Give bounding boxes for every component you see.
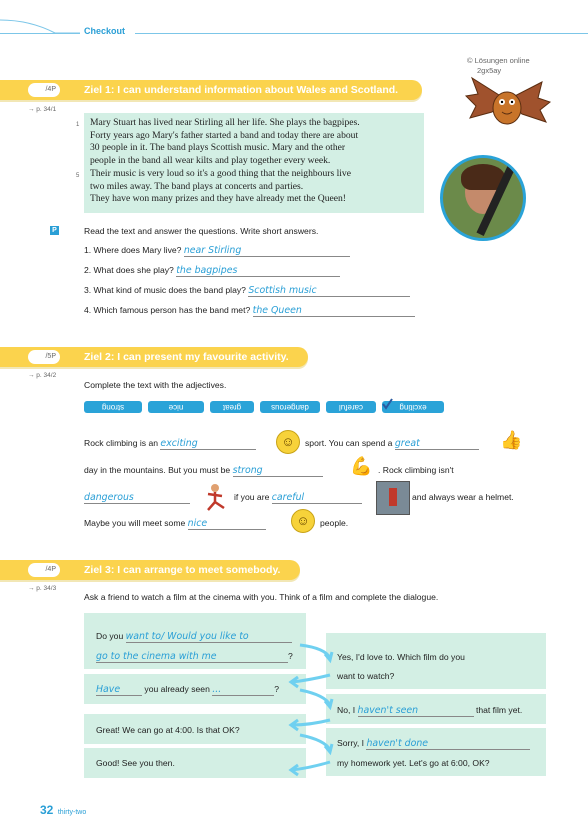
adjective-chip: nice [148,401,204,413]
gap-havent-done[interactable]: haven't done [366,738,530,750]
gap-havent-seen[interactable]: haven't seen [358,705,474,717]
section-2-ref: → p. 34/2 [28,372,57,379]
gap-have[interactable]: Have [96,684,142,696]
task-3-instruction: Ask a friend to watch a film at the cinema with you. Think of a film and complete the dialogue. [84,592,439,602]
reading-line: Forty years ago Mary's father started a band and today there are about [90,129,359,141]
bat-mascot-icon [462,70,552,140]
dialogue-line-2b: want to watch? [337,671,395,681]
adjective-chip: dangerous [260,401,320,413]
smiley-icon: ☺ [291,509,315,533]
sentence-4: Maybe you will meet some nice [84,518,266,530]
dialogue-line-7: Good! See you then. [96,758,175,768]
task-2-instruction: Complete the text with the adjectives. [84,380,227,390]
dialogue-line-2: Yes, I'd love to. Which film do you [337,652,465,662]
dialogue-line-3: Have you already seen ... ? [96,684,280,695]
sentence-4b: people. [320,518,349,528]
dialogue-line-1: Do you want to/ Would you like to [96,631,292,643]
gap-want-to[interactable]: want to/ Would you like to [126,631,292,643]
gap-nice[interactable]: nice [188,518,266,530]
section-1-ref: → p. 34/1 [28,106,57,113]
sentence-1: Rock climbing is an exciting [84,438,256,450]
task-1-instruction: Read the text and answer the questions. Write short answers. [84,226,319,236]
sentence-2: day in the mountains. But you must be strong [84,465,323,477]
adjective-chip: exciting [382,401,444,413]
climbing-photo [376,481,410,515]
question-4: 4. Which famous person has the band met? the Queen [84,305,415,317]
reading-text-box [84,113,424,213]
answer-1[interactable]: near Stirling [184,245,350,257]
answer-2[interactable]: the bagpipes [176,265,340,277]
dialogue-line-6: Sorry, I haven't done [337,738,530,750]
reading-line: people in the band all wear kilts and play together every week. [90,155,331,167]
thumbs-up-icon: 👍 [500,430,523,450]
section-3-ref: → p. 34/3 [28,585,57,592]
gap-dangerous[interactable]: dangerous [84,492,190,504]
task-badge: P [50,226,59,235]
adjective-chip: strong [84,401,142,413]
section-2-title: Ziel 2: I can present my favourite activity. [84,351,289,363]
dialogue-line-6b: my homework yet. Let's go at 6:00, OK? [337,758,490,768]
gap-film[interactable]: ... [212,684,274,696]
tick-mark-icon [381,398,393,410]
header-title: Checkout [84,26,126,36]
section-1-score: /4P [28,83,60,97]
dialogue-arrows [280,640,340,780]
climber-falling-icon [200,480,230,512]
reading-line: 30 people in it. The band plays Scottish music. Mary and the other [90,142,346,154]
answer-3[interactable]: Scottish music [248,285,410,297]
question-3: 3. What kind of music does the band play? Scottish music [84,285,410,297]
header-line-right [135,33,588,34]
gap-go-to-cinema[interactable]: go to the cinema with me [96,651,288,663]
section-3-title: Ziel 3: I can arrange to meet somebody. [84,564,281,576]
answer-4[interactable]: the Queen [253,305,415,317]
section-1-title: Ziel 1: I can understand information about Wales and Scotland. [84,84,399,96]
dialogue-line-1b: go to the cinema with me ? [96,651,293,662]
header-curve [0,0,80,34]
gap-strong[interactable]: strong [233,465,323,477]
dialogue-box-6 [326,728,546,776]
page-number: 32 thirty-two [40,803,87,817]
flexed-arm-icon: 💪 [350,456,373,476]
section-2-score: /5P [28,350,60,364]
dialogue-line-4: No, I haven't seen that film yet. [337,705,523,716]
gap-careful[interactable]: careful [272,492,362,504]
line-number: 1 [76,122,80,128]
sentence-1b: sport. You can spend a great [305,438,479,450]
gap-exciting[interactable]: exciting [160,438,256,450]
reading-line: two miles away. The band plays at concerts and parties. [90,180,304,192]
online-code: © Lösungen online 2gx5ay [467,56,530,75]
adjective-chip: great [210,401,254,413]
bagpipe-player-photo [440,155,526,241]
reading-line: They have won many prizes and they have already met the Queen! [90,193,346,205]
reading-line: Mary Stuart has lived near Stirling all her life. She plays the bagpipes. [90,117,360,128]
sentence-3b: if you are careful [234,492,362,504]
adjective-chip: careful [326,401,376,413]
dialogue-line-5: Great! We can go at 4:00. Is that OK? [96,725,240,735]
sentence-3 [84,492,190,504]
question-2: 2. What does she play? the bagpipes [84,265,340,277]
question-1: 1. Where does Mary live? near Stirling [84,245,350,257]
reading-line: Their music is very loud so it's a good thing that the neighbours live [90,167,351,179]
sentence-2b: . Rock climbing isn't [378,465,454,475]
gap-great[interactable]: great [395,438,479,450]
sentence-3c: and always wear a helmet. [412,492,514,502]
copyright-icon: © [467,56,475,65]
smiley-icon: ☺ [276,430,300,454]
section-3-score: /4P [28,563,60,577]
line-number: 5 [76,173,80,179]
